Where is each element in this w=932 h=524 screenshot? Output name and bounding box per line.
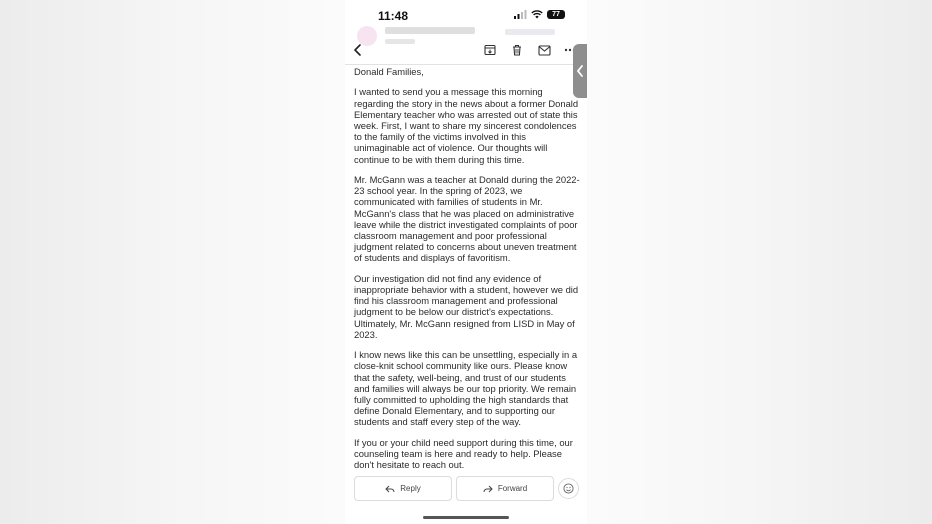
email-paragraph-3: Our investigation did not find any evidence of inappropriate behavior with a student, however we did find his classroom management and professional judgment to be below our district's expectations. Ultimately, Mr. McGann resigned from LISD in May of 2023. (354, 272, 579, 340)
forward-icon (483, 485, 493, 493)
email-paragraph-2: Mr. McGann was a teacher at Donald during the 2022-23 school year. In the spring of 2023, we communicated with families of students in Mr. McGann's class that he was placed on administrative leave while the district investigated complaints of poor classroom management and poor professional judgment related to concerns about uneven treatment of students and displays of favoritism. (354, 174, 580, 264)
emoji-reaction-button[interactable] (558, 478, 579, 499)
archive-icon[interactable] (481, 41, 499, 59)
wifi-icon (531, 10, 543, 19)
email-body (354, 66, 580, 480)
forward-label: Forward (497, 484, 528, 493)
email-toolbar (345, 38, 587, 62)
signal-icon (514, 10, 527, 19)
smiley-icon (563, 483, 574, 494)
email-paragraph-4: I know news like this can be unsettling, especially in a close-knit school community like ours. Please know that the safety, well-being, and trust of our students and families will always be our top priority. We remain fully committed to upholding the high standards that define Donald Elementary, and to supporting our students and staff every step of the way. (354, 349, 578, 428)
email-greeting: Donald Families, (354, 66, 424, 77)
reply-label: Reply (400, 484, 421, 493)
battery-icon: 77 (547, 10, 565, 19)
delete-icon[interactable] (508, 41, 526, 59)
email-paragraph-5: If you or your child need support during this time, our counseling team is here and ready to help. Please don't hesitate to reach out. (354, 436, 573, 471)
email-actions (354, 476, 580, 500)
reply-button[interactable] (354, 476, 452, 501)
back-icon[interactable] (349, 41, 367, 59)
email-paragraph-1: I wanted to send you a message this morning regarding the story in the news about a former Donald Elementary teacher who was arrested out of state this week. First, I want to share my sincerest condolences to the family of the victims involved in this unimaginable act of violence. Our thoughts will continue to be with them during this time. (354, 86, 579, 165)
forward-button[interactable] (456, 476, 554, 501)
toolbar-divider (345, 64, 587, 65)
status-time: 11:48 (378, 9, 409, 23)
mail-icon[interactable] (535, 41, 553, 59)
home-indicator[interactable] (423, 516, 509, 519)
reply-icon (385, 485, 395, 493)
status-icons (514, 10, 565, 19)
phone-screen (345, 0, 587, 524)
